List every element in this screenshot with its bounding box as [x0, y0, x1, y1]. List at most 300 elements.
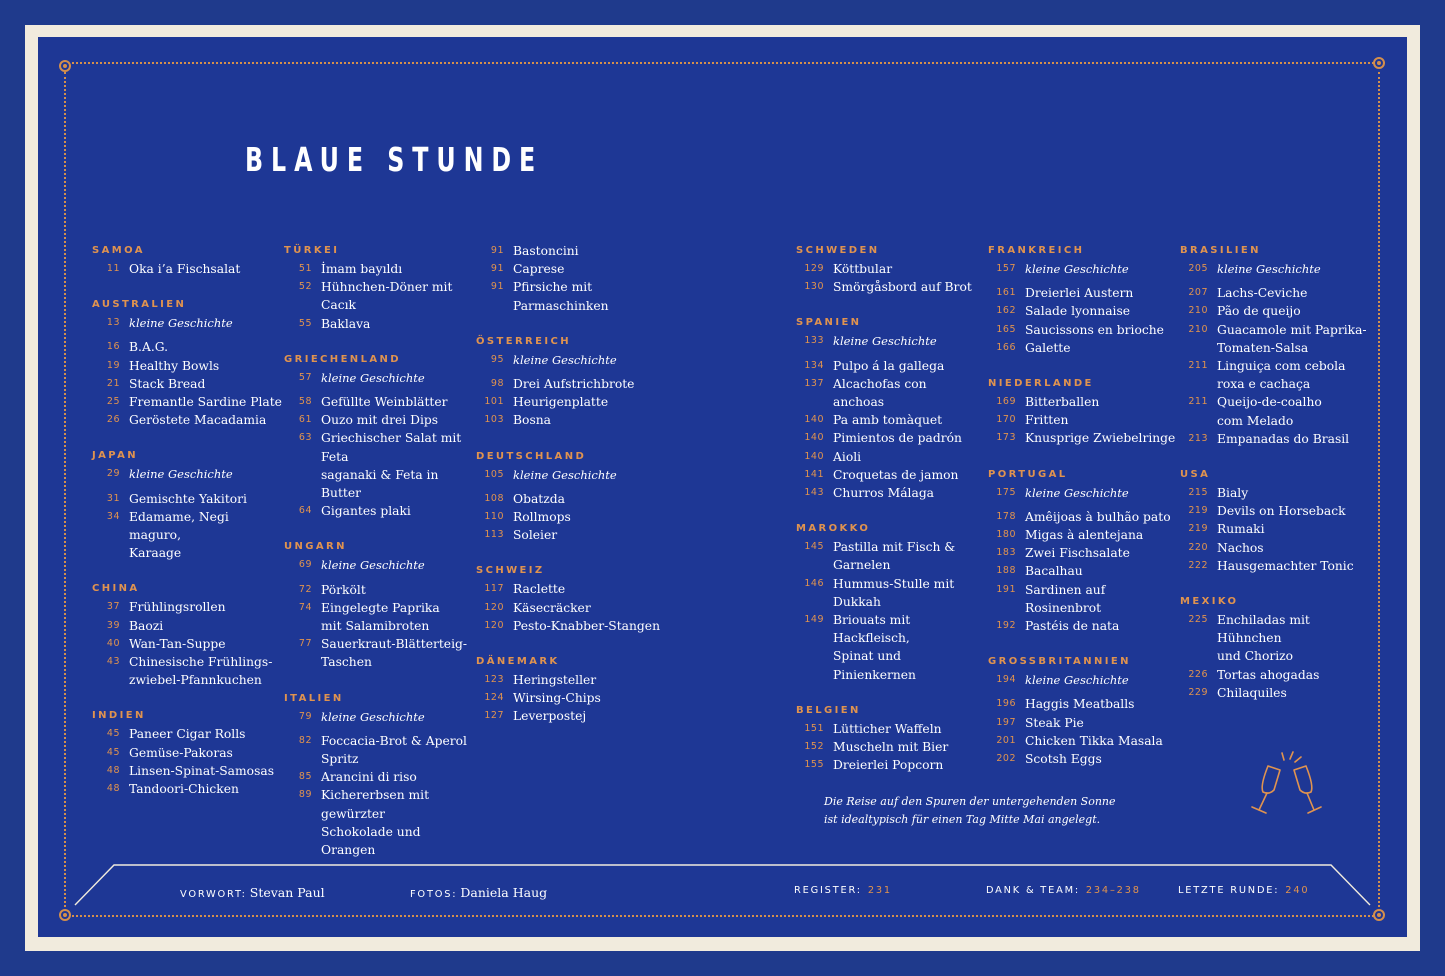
recipe-name: kleine Geschichte	[1217, 262, 1321, 276]
recipe-name: Rollmops	[513, 510, 571, 525]
recipe-name: Enchiladas mit Hühnchen und Chorizo	[1217, 613, 1310, 664]
country-heading: AUSTRALIEN	[92, 299, 187, 311]
footer-letzte-label: LETZTE RUNDE:	[1178, 885, 1280, 896]
page-number: 29	[106, 468, 120, 480]
page-number: 98	[490, 378, 504, 390]
recipe-name: Sardinen auf Rosinenbrot	[1025, 582, 1106, 615]
page-number: 105	[484, 468, 504, 480]
recipe-entry	[796, 484, 981, 502]
recipe-entry	[1180, 484, 1370, 502]
recipe-name: Tandoori-Chicken	[129, 782, 239, 797]
recipe-entry	[796, 260, 981, 278]
page-number: 213	[1188, 432, 1208, 444]
page-number: 77	[298, 638, 312, 650]
recipe-name: Tortas ahogadas	[1217, 667, 1320, 682]
page-number: 211	[1188, 360, 1208, 372]
recipe-name: Migas à alentejana	[1025, 528, 1144, 543]
recipe-name: kleine Geschichte	[1025, 673, 1129, 688]
toc-column	[1180, 242, 1370, 720]
page-number: 129	[804, 263, 824, 274]
recipe-name: Käsecräcker	[513, 600, 591, 615]
page-number: 146	[804, 577, 824, 589]
footer-fotos	[410, 885, 547, 900]
corner-dot-icon	[59, 60, 71, 72]
recipe-entry	[92, 393, 282, 411]
recipe-name: Amêijoas à bulhão pato	[1025, 509, 1171, 524]
recipe-name: Galette	[1025, 340, 1071, 355]
recipe-name: Churros Málaga	[833, 486, 935, 501]
recipe-name: Knusprige Zwiebelringe	[1025, 431, 1176, 446]
page-number: 37	[106, 601, 120, 613]
recipe-name: Haggis Meatballs	[1025, 697, 1135, 712]
recipe-entry	[796, 429, 981, 447]
page-number: 72	[298, 583, 312, 595]
recipe-entry	[988, 393, 1178, 411]
recipe-name: kleine Geschichte	[513, 467, 617, 482]
page-number: 45	[106, 728, 120, 740]
page-number: 196	[996, 698, 1016, 710]
recipe-name: Briouats mit Hackfleisch, Spinat und Pinienkernen	[833, 613, 916, 682]
recipe-entry	[476, 671, 666, 689]
page-number: 152	[804, 741, 824, 753]
recipe-entry	[476, 599, 666, 617]
recipe-name: Pfirsiche mit Parmaschinken	[513, 280, 609, 313]
page-number: 45	[106, 746, 120, 758]
country-section	[476, 333, 666, 430]
page-number: 63	[298, 432, 312, 444]
page-number: 85	[298, 771, 312, 783]
page-number: 113	[484, 529, 504, 541]
country-section	[92, 707, 282, 798]
recipe-entry	[1180, 357, 1370, 393]
recipe-entry	[92, 260, 282, 278]
country-section	[284, 538, 474, 671]
recipe-name: kleine Geschichte	[321, 558, 425, 573]
recipe-entry	[92, 635, 282, 653]
recipe-entry	[1180, 520, 1370, 538]
recipe-entry	[92, 762, 282, 780]
story-entry	[476, 351, 666, 369]
page-number: 130	[804, 281, 824, 293]
page-number: 183	[996, 547, 1016, 559]
country-heading: GROSSBRITANNIEN	[988, 656, 1131, 668]
page-number: 26	[106, 414, 120, 426]
story-entry	[476, 466, 666, 484]
page-number: 140	[804, 450, 824, 462]
recipe-name: Leverpostej	[513, 709, 587, 724]
recipe-name: Frühlingsrollen	[129, 600, 226, 615]
recipe-name: Lütticher Waffeln	[833, 721, 942, 736]
recipe-entry	[1180, 539, 1370, 557]
recipe-name: Muscheln mit Bier	[833, 740, 949, 755]
recipe-name: Croquetas de jamon	[833, 467, 959, 482]
recipe-name: Raclette	[513, 582, 566, 597]
page-number: 222	[1188, 559, 1208, 571]
page-number: 141	[804, 468, 824, 480]
page-number: 40	[106, 637, 120, 649]
recipe-name: Foccacia-Brot & Aperol Spritz	[321, 733, 467, 767]
footer-fotos-value: Daniela Haug	[460, 885, 548, 900]
recipe-name: Bialy	[1217, 486, 1249, 501]
recipe-entry	[796, 756, 981, 774]
country-section	[1180, 242, 1370, 448]
recipe-name: Bastoncini	[513, 244, 579, 258]
recipe-name: Köttbular	[833, 262, 893, 276]
country-heading: PORTUGAL	[988, 468, 1068, 480]
page-number: 134	[804, 359, 824, 371]
recipe-entry	[796, 278, 981, 296]
recipe-name: Geröstete Macadamia	[129, 413, 267, 428]
country-heading: DEUTSCHLAND	[476, 450, 587, 462]
recipe-entry	[988, 302, 1178, 320]
page-number: 101	[484, 396, 504, 408]
recipe-name: Gemischte Yakitori	[129, 491, 247, 506]
travel-note: Die Reise auf den Spuren der untergehenden Sonne ist idealtypisch für einen Tag Mitte Mai angelegt.	[824, 795, 1116, 826]
recipe-name: Baozi	[129, 618, 164, 633]
story-entry	[1180, 260, 1370, 278]
recipe-name: Queijo-de-coalho com Melado	[1217, 395, 1322, 428]
page-number: 31	[106, 492, 120, 504]
page-number: 91	[490, 263, 504, 275]
recipe-name: Aioli	[833, 449, 862, 464]
page-number: 205	[1188, 263, 1208, 274]
recipe-entry	[1180, 393, 1370, 429]
recipe-entry	[476, 490, 666, 508]
recipe-entry	[92, 411, 282, 429]
recipe-entry	[988, 544, 1178, 562]
page-number: 13	[106, 317, 120, 329]
recipe-entry	[796, 575, 981, 611]
toc-column	[988, 242, 1178, 786]
recipe-name: Ouzo mit drei Dips	[321, 413, 439, 428]
country-section	[92, 242, 282, 278]
country-section	[796, 702, 981, 775]
recipe-entry	[796, 720, 981, 738]
recipe-name: Hühnchen-Döner mit Cacık	[321, 280, 453, 313]
dotted-border-top	[72, 62, 1374, 64]
recipe-entry	[796, 611, 981, 684]
recipe-name: Healthy Bowls	[129, 358, 220, 373]
recipe-name: Stack Bread	[129, 376, 206, 391]
footer-letzte-runde	[1178, 885, 1309, 896]
recipe-name: Saucissons en brioche	[1025, 322, 1164, 337]
footer-vorwort-label: VORWORT:	[180, 889, 247, 900]
recipe-name: Paneer Cigar Rolls	[129, 727, 246, 742]
country-heading: MEXIKO	[1180, 596, 1239, 608]
recipe-entry	[92, 598, 282, 616]
page-number: 211	[1188, 396, 1208, 408]
country-section	[92, 447, 282, 562]
recipe-entry	[988, 508, 1178, 526]
page-number: 151	[804, 722, 824, 734]
toc-column	[284, 242, 474, 877]
recipe-entry	[1180, 557, 1370, 575]
recipe-name: kleine Geschichte	[1025, 262, 1129, 276]
story-entry	[92, 465, 282, 483]
recipe-name: Gefüllte Weinblätter	[321, 395, 448, 410]
country-heading: SCHWEDEN	[796, 245, 880, 256]
page-number: 61	[298, 414, 312, 426]
recipe-name: Alcachofas con anchoas	[833, 376, 927, 410]
page-number: 120	[484, 601, 504, 613]
page-number: 58	[298, 396, 312, 408]
country-section	[1180, 466, 1370, 575]
recipe-entry	[1180, 284, 1370, 302]
recipe-entry	[476, 375, 666, 393]
recipe-entry	[476, 393, 666, 411]
page-number: 91	[490, 245, 504, 256]
country-section	[92, 296, 282, 429]
recipe-entry	[1180, 302, 1370, 320]
footer-dank-value: 234–238	[1085, 885, 1141, 896]
recipe-entry	[988, 732, 1178, 750]
recipe-entry	[988, 526, 1178, 544]
page-number: 124	[484, 692, 504, 704]
recipe-entry	[1180, 611, 1370, 666]
story-entry	[284, 708, 474, 726]
page-number: 140	[804, 414, 824, 426]
page-number: 225	[1188, 614, 1208, 626]
country-section	[284, 242, 474, 333]
country-section	[988, 653, 1178, 768]
recipe-name: Smörgåsbord auf Brot	[833, 280, 972, 295]
country-section	[988, 242, 1178, 357]
page-number: 180	[996, 529, 1016, 541]
country-section	[1180, 593, 1370, 702]
recipe-name: Pimientos de padrón	[833, 431, 962, 446]
recipe-name: Bitterballen	[1025, 395, 1100, 410]
recipe-name: Hummus-Stulle mit Dukkah	[833, 576, 955, 609]
recipe-entry	[92, 653, 282, 689]
country-heading: BELGIEN	[796, 704, 861, 716]
recipe-entry	[284, 429, 474, 502]
country-section	[476, 242, 666, 315]
story-entry	[284, 556, 474, 574]
country-heading: INDIEN	[92, 710, 146, 722]
toc-column	[92, 242, 282, 816]
page-number: 79	[298, 710, 312, 722]
recipe-name: Arancini di riso	[321, 770, 417, 785]
recipe-name: Lachs-Ceviche	[1217, 286, 1308, 301]
recipe-name: Wirsing-Chips	[513, 691, 601, 706]
recipe-entry	[1180, 502, 1370, 520]
footer-fotos-label: FOTOS:	[410, 889, 458, 900]
dotted-border-bottom	[72, 915, 1374, 917]
corner-dot-icon	[1373, 57, 1385, 69]
recipe-name: Heringsteller	[513, 673, 597, 688]
recipe-name: Pa amb tomàquet	[833, 413, 943, 428]
recipe-entry	[92, 490, 282, 508]
country-section	[476, 562, 666, 635]
page-number: 89	[298, 789, 312, 801]
country-section	[796, 242, 981, 296]
recipe-entry	[476, 260, 666, 278]
country-heading: TÜRKEI	[284, 245, 340, 256]
recipe-entry	[284, 411, 474, 429]
page-number: 69	[298, 559, 312, 571]
toc-column	[476, 242, 666, 744]
recipe-name: Fritten	[1025, 413, 1069, 428]
page-number: 34	[106, 510, 120, 522]
recipe-entry	[796, 448, 981, 466]
recipe-entry	[92, 357, 282, 375]
page-number: 169	[996, 396, 1016, 408]
recipe-name: Griechischer Salat mit Feta saganaki & Feta in Butter	[321, 431, 462, 501]
recipe-name: Empanadas do Brasil	[1217, 431, 1350, 446]
recipe-entry	[476, 580, 666, 598]
country-section	[284, 690, 474, 860]
recipe-entry	[988, 581, 1178, 617]
page-number: 127	[484, 710, 504, 722]
country-heading: CHINA	[92, 583, 140, 595]
recipe-name: Steak Pie	[1025, 715, 1084, 730]
country-heading: UNGARN	[284, 541, 347, 553]
recipe-name: Pörkölt	[321, 582, 366, 597]
page-number: 197	[996, 716, 1016, 728]
recipe-name: Bacalhau	[1025, 564, 1083, 579]
recipe-name: Gigantes plaki	[321, 504, 411, 519]
recipe-entry	[476, 278, 666, 314]
page-number: 19	[106, 359, 120, 371]
page-number: 16	[106, 341, 120, 353]
country-section	[92, 580, 282, 689]
recipe-entry	[1180, 684, 1370, 702]
recipe-name: Chilaquiles	[1217, 685, 1287, 700]
recipe-name: Caprese	[513, 262, 565, 277]
recipe-entry	[988, 714, 1178, 732]
recipe-name: kleine Geschichte	[129, 316, 233, 331]
country-section	[476, 653, 666, 726]
toc-column	[796, 242, 981, 792]
recipe-name: Obatzda	[513, 491, 565, 506]
page-number: 229	[1188, 686, 1208, 698]
recipe-entry	[1180, 666, 1370, 684]
recipe-name: kleine Geschichte	[321, 709, 425, 724]
recipe-name: Drei Aufstrichbrote	[513, 377, 635, 392]
recipe-entry	[92, 617, 282, 635]
page-number: 155	[804, 759, 824, 771]
recipe-name: Chinesische Frühlings- zwiebel-Pfannkuchen	[129, 655, 273, 688]
page-number: 82	[298, 734, 312, 746]
page-number: 91	[490, 281, 504, 293]
page-number: 157	[996, 263, 1016, 274]
recipe-name: Devils on Horseback	[1217, 504, 1346, 519]
story-entry	[988, 260, 1178, 278]
dotted-border-right	[1378, 72, 1380, 907]
page-number: 226	[1188, 668, 1208, 680]
recipe-name: Eingelegte Paprika mit Salamibroten	[321, 600, 440, 634]
story-entry	[796, 332, 981, 350]
recipe-name: Soleier	[513, 528, 558, 543]
country-heading: GRIECHENLAND	[284, 353, 401, 365]
footer-register	[794, 885, 892, 896]
recipe-name: Dreierlei Popcorn	[833, 758, 944, 773]
recipe-entry	[796, 738, 981, 756]
page-number: 161	[996, 287, 1016, 299]
recipe-entry	[476, 689, 666, 707]
recipe-name: Pastilla mit Fisch & Garnelen	[833, 540, 956, 573]
recipe-entry	[476, 526, 666, 544]
corner-dot-icon	[59, 909, 71, 921]
country-section	[988, 375, 1178, 448]
country-heading: SAMOA	[92, 245, 145, 256]
page-number: 194	[996, 674, 1016, 686]
recipe-entry	[988, 695, 1178, 713]
recipe-name: kleine Geschichte	[833, 334, 937, 349]
recipe-entry	[92, 375, 282, 393]
page-number: 178	[996, 510, 1016, 522]
recipe-entry	[796, 357, 981, 375]
page-number: 103	[484, 414, 504, 426]
page-number: 108	[484, 492, 504, 504]
page-number: 201	[996, 734, 1016, 746]
footer-letzte-value: 240	[1285, 885, 1310, 896]
recipe-name: Salade lyonnaise	[1025, 304, 1131, 319]
footer-register-value: 231	[867, 885, 892, 896]
country-heading: SCHWEIZ	[476, 565, 545, 577]
recipe-name: Gemüse-Pakoras	[129, 745, 233, 760]
country-heading: USA	[1180, 469, 1211, 481]
recipe-entry	[284, 278, 474, 314]
recipe-name: Pastéis de nata	[1025, 619, 1120, 634]
recipe-entry	[284, 786, 474, 859]
page-number: 149	[804, 614, 824, 626]
page-number: 64	[298, 505, 312, 517]
page-number: 137	[804, 377, 824, 389]
page-number: 210	[1188, 305, 1208, 317]
recipe-entry	[284, 732, 474, 768]
recipe-entry	[92, 725, 282, 743]
recipe-entry	[284, 581, 474, 599]
page-number: 219	[1188, 505, 1208, 517]
recipe-entry	[988, 429, 1178, 447]
recipe-name: kleine Geschichte	[321, 370, 425, 385]
recipe-entry	[988, 750, 1178, 768]
country-section	[796, 314, 981, 502]
recipe-name: Guacamole mit Paprika- Tomaten-Salsa	[1217, 322, 1367, 355]
page-number: 123	[484, 674, 504, 686]
country-section	[284, 351, 474, 521]
page-number: 140	[804, 432, 824, 444]
recipe-entry	[476, 242, 666, 260]
page-number: 166	[996, 341, 1016, 353]
page-number: 57	[298, 371, 312, 383]
recipe-name: kleine Geschichte	[129, 467, 233, 482]
recipe-entry	[284, 260, 474, 278]
page-number: 191	[996, 583, 1016, 595]
story-entry	[988, 484, 1178, 502]
page-number: 48	[106, 764, 120, 776]
recipe-entry	[92, 780, 282, 798]
recipe-name: Linguiça com cebola roxa e cachaça	[1217, 359, 1346, 392]
recipe-entry	[796, 538, 981, 574]
page-number: 170	[996, 414, 1016, 426]
recipe-name: Edamame, Negi maguro, Karaage	[129, 509, 229, 561]
recipe-entry	[796, 411, 981, 429]
recipe-name: Nachos	[1217, 540, 1264, 555]
footer-dank	[986, 885, 1141, 896]
recipe-entry	[1180, 430, 1370, 448]
story-entry	[284, 369, 474, 387]
country-heading: BRASILIEN	[1180, 245, 1261, 256]
dotted-border-left	[64, 72, 66, 907]
page-number: 175	[996, 486, 1016, 498]
story-entry	[988, 671, 1178, 689]
page-number: 95	[490, 353, 504, 365]
recipe-name: kleine Geschichte	[513, 352, 617, 367]
recipe-name: Fremantle Sardine Plate	[129, 395, 282, 410]
page-number: 162	[996, 305, 1016, 317]
